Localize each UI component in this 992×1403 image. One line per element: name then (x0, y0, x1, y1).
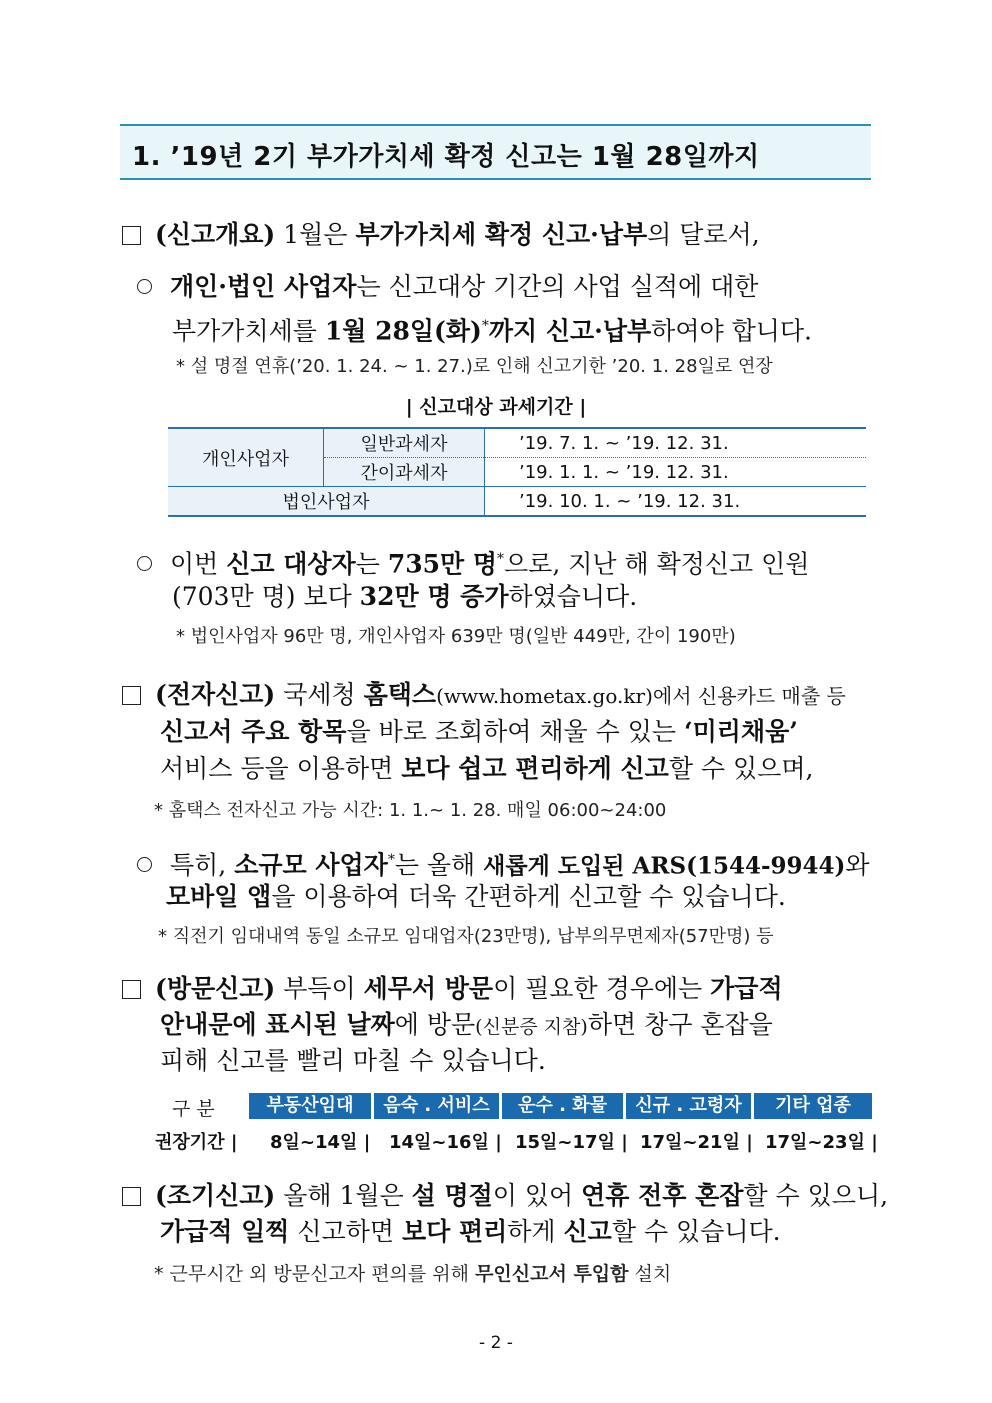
s1-bullet1-line2: 부가가치세를 1월 28일(화)*까지 신고·납부하여야 합니다. (172, 316, 812, 346)
visit-table-header: 부동산임대 (249, 1093, 371, 1119)
s1-bullet2-line2: (703만 명) 보다 32만 명 증가하였습니다. (172, 582, 638, 611)
circle-bullet-icon (137, 556, 152, 571)
visit-table-value: 8일~14일 | (270, 1132, 371, 1153)
s1-label: (신고개요) (155, 220, 276, 249)
s1-heading-line: (신고개요) 1월은 부가가치세 확정 신고·납부의 달로서, (122, 218, 760, 252)
section-title: 1. ’19년 2기 부가가치세 확정 신고는 1월 28일까지 (132, 142, 760, 172)
section-title-box (120, 124, 871, 180)
visit-table-value: 17일~21일 | (640, 1132, 753, 1153)
visit-table-header: 운수 . 화물 (502, 1093, 623, 1119)
table-corp-label: 법인사업자 (168, 487, 485, 517)
table-period-cell: ’19. 10. 1. ~ ’19. 12. 31. (519, 490, 741, 512)
s2-footnote1: * 홈택스 전자신고 가능 시간: 1. 1.~ 1. 28. 매일 06:00~24:00 (154, 800, 667, 821)
checkbox-square-icon (122, 1187, 141, 1206)
table-group-label: 개인사업자 (168, 428, 324, 487)
s1-footnote1: * 설 명절 연휴(’20. 1. 24. ~ 1. 27.)로 인해 신고기한 ’20. 1. 28일로 연장 (176, 356, 773, 377)
s2-line2: 신고서 주요 항목을 바로 조회하여 채울 수 있는 ‘미리채움’ (160, 717, 798, 746)
page-number: - 2 - (479, 1333, 513, 1353)
s2-footnote2: * 직전기 임대내역 동일 소규모 임대업자(23만명), 납부의무면제자(57만명) 등 (158, 926, 774, 947)
circle-bullet-icon (137, 857, 152, 872)
tax-period-table (168, 427, 866, 517)
checkbox-square-icon (122, 980, 141, 999)
s4-footnote: * 근무시간 외 방문신고자 편의를 위해 무인신고서 투입함 설치 (154, 1263, 672, 1285)
s4-label: (조기신고) (155, 1181, 276, 1210)
s2-heading-line: (전자신고) 국세청 홈택스(www.hometax.go.kr)에서 신용카드 매출 등 (122, 678, 846, 713)
table-type-cell: 간이과세자 (324, 458, 485, 487)
table-caption: | 신고대상 과세기간 | (405, 396, 587, 418)
s1-footnote2: * 법인사업자 96만 명, 개인사업자 639만 명(일반 449만, 간이 190만) (176, 626, 736, 647)
s1-bullet2-line1: 이번 신고 대상자는 735만 명*으로, 지난 해 확정신고 인원 (137, 542, 809, 581)
visit-table-value: 17일~23일 | (765, 1132, 878, 1153)
s3-heading-line: (방문신고) 부득이 세무서 방문이 필요한 경우에는 가급적 (122, 972, 783, 1006)
visit-table-row-label: 구 분 (172, 1098, 215, 1120)
circle-bullet-icon (137, 279, 152, 294)
visit-table-header: 신규 . 고령자 (626, 1093, 751, 1119)
s2-bullet1-line2: 모바일 앱을 이용하여 더욱 간편하게 신고할 수 있습니다. (166, 882, 786, 911)
visit-table-value: 14일~16일 | (389, 1132, 502, 1153)
table-period-cell: ’19. 7. 1. ~ ’19. 12. 31. (485, 428, 867, 458)
s2-bullet1-line1: 특히, 소규모 사업자*는 올해 새롭게 도입된 ARS(1544-9944)와 (137, 843, 870, 883)
s4-heading-line: (조기신고) 올해 1월은 설 명절이 있어 연휴 전후 혼잡할 수 있으니, (122, 1179, 888, 1213)
table-period-cell: ’19. 1. 1. ~ ’19. 12. 31. (519, 461, 729, 483)
checkbox-square-icon (122, 226, 141, 245)
visit-table-row-label: 권장기간 | (155, 1132, 238, 1153)
table-type-cell: 일반과세자 (324, 428, 485, 458)
s3-line2: 안내문에 표시된 날짜에 방문(신분증 지참)하면 창구 혼잡을 (160, 1010, 773, 1039)
s2-line3: 서비스 등을 이용하면 보다 쉽고 편리하게 신고할 수 있으며, (160, 754, 814, 783)
visit-table-value: 15일~17일 | (515, 1132, 628, 1153)
s3-label: (방문신고) (155, 974, 276, 1003)
s1-bullet1-line1: 개인·법인 사업자는 신고대상 기간의 사업 실적에 대한 (137, 270, 758, 304)
visit-table-header: 음숙 . 서비스 (374, 1093, 499, 1119)
checkbox-square-icon (122, 686, 141, 705)
visit-table-header: 기타 업종 (754, 1093, 872, 1119)
s2-label: (전자신고) (155, 680, 276, 709)
s3-line3: 피해 신고를 빨리 마칠 수 있습니다. (160, 1046, 546, 1075)
s4-line2: 가급적 일찍 신고하면 보다 편리하게 신고할 수 있습니다. (160, 1217, 781, 1246)
